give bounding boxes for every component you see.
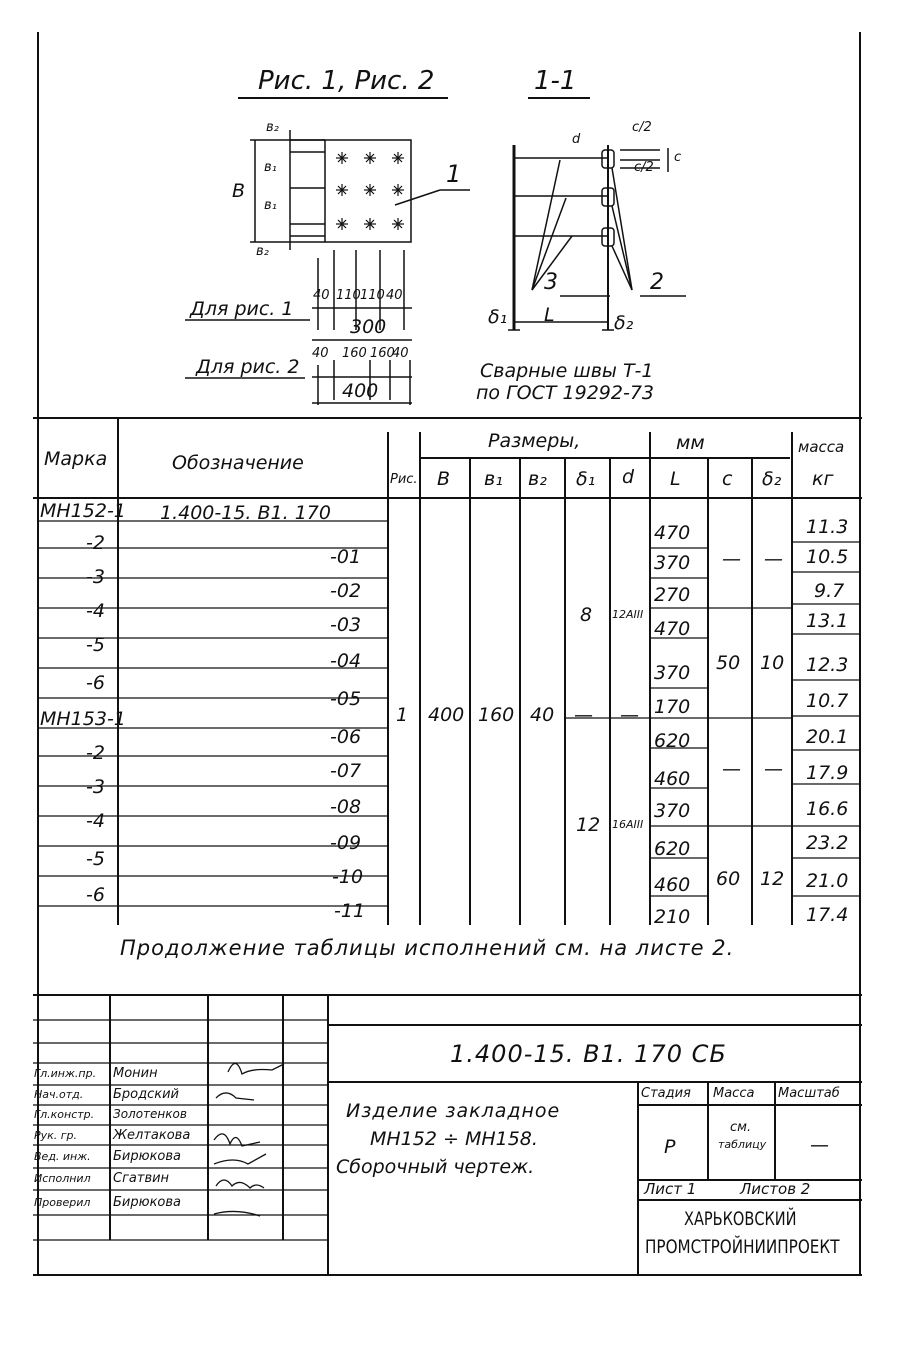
L-cell: 370 — [654, 800, 691, 822]
delta2-value: 10 — [760, 652, 785, 674]
B-value: 400 — [428, 704, 465, 726]
sheets-label: Листов 2 — [740, 1180, 811, 1198]
mark-cell: -3 — [86, 776, 105, 798]
mass-cell: 11.3 — [806, 516, 849, 538]
fig2-seg-3: 160 — [370, 346, 395, 361]
weld-note-1: Сварные швы Т-1 — [480, 360, 654, 382]
name-cell: Бирюкова — [113, 1149, 181, 1164]
mass-cell: 10.7 — [806, 690, 849, 712]
mass-value-2: таблицу — [718, 1138, 767, 1151]
name-cell: Золотенков — [113, 1107, 187, 1121]
designation-cell: -05 — [330, 688, 362, 710]
d-value: 12АIII — [612, 608, 644, 621]
fig1-total: 300 — [350, 316, 387, 338]
fig1-seg-3: 110 — [360, 288, 385, 303]
delta2-value: 12 — [760, 868, 785, 890]
mass-cell: 23.2 — [806, 832, 849, 854]
designation-cell: 1.400-15. В1. 170 — [160, 502, 331, 524]
designation-cell: -06 — [330, 726, 362, 748]
L-cell: 210 — [654, 906, 691, 928]
mass-cell: 9.7 — [814, 580, 845, 602]
header-L: L — [670, 468, 681, 490]
figure-title: Рис. 1, Рис. 2 — [258, 66, 435, 96]
designation-cell: -07 — [330, 760, 362, 782]
callout-3: 3 — [544, 270, 558, 295]
dim-d: d — [572, 132, 581, 147]
mass-cell: 10.5 — [806, 546, 849, 568]
L-cell: 460 — [654, 768, 691, 790]
designation-cell: -11 — [334, 900, 366, 922]
name-cell: Бирюкова — [113, 1195, 181, 1210]
designation-cell: -08 — [330, 796, 362, 818]
dim-c-half-top: с/2 — [632, 120, 652, 135]
header-B: В — [437, 468, 451, 490]
mass-header: Масса — [713, 1086, 755, 1101]
mark-cell: -4 — [86, 600, 105, 622]
L-cell: 620 — [654, 838, 691, 860]
role-cell: Гл.инж.пр. — [34, 1067, 97, 1080]
fig2-seg-1: 40 — [312, 346, 329, 361]
c-value: — — [722, 758, 741, 780]
d-value: — — [620, 704, 639, 726]
org-line-1: ХАРЬКОВСКИЙ — [684, 1208, 797, 1230]
mass-cell: 13.1 — [806, 610, 849, 632]
mass-value-1: см. — [730, 1120, 752, 1135]
b1-value: 160 — [478, 704, 515, 726]
header-mark: Марка — [44, 448, 108, 470]
product-line-1: Изделие закладное — [346, 1100, 561, 1122]
L-cell: 170 — [654, 696, 691, 718]
fig2-total: 400 — [342, 380, 379, 402]
header-c: с — [722, 468, 733, 490]
continuation-note: Продолжение таблицы исполнений см. на листе 2. — [120, 936, 735, 960]
L-cell: 370 — [654, 552, 691, 574]
role-cell: Нач.отд. — [34, 1088, 84, 1101]
mass-cell: 16.6 — [806, 798, 849, 820]
L-cell: 620 — [654, 730, 691, 752]
callout-2: 2 — [650, 270, 664, 295]
fig1-seg-2: 110 — [336, 288, 361, 303]
b2-value: 40 — [530, 704, 555, 726]
header-sizes: Размеры, — [488, 430, 581, 452]
role-cell: Гл.констр. — [34, 1108, 95, 1121]
delta2-value: — — [764, 758, 783, 780]
L-cell: 470 — [654, 522, 691, 544]
name-cell: Монин — [113, 1066, 158, 1081]
mass-cell: 12.3 — [806, 654, 849, 676]
name-cell: Бродский — [113, 1087, 180, 1102]
d-value: 16АIII — [612, 818, 644, 831]
mark-cell: -5 — [86, 848, 105, 870]
designation-cell: -09 — [330, 832, 362, 854]
header-b2: в₂ — [528, 468, 547, 490]
L-cell: 370 — [654, 662, 691, 684]
mark-cell: -6 — [86, 884, 105, 906]
doc-code: 1.400-15. В1. 170 СБ — [450, 1040, 727, 1068]
role-cell: Вед. инж. — [34, 1150, 91, 1163]
org-line-2: ПРОМСТРОЙНИИПРОЕКТ — [645, 1236, 840, 1258]
scale-header: Масштаб — [778, 1086, 840, 1101]
fig2-seg-4: 40 — [392, 346, 409, 361]
sheet-label: Лист 1 — [644, 1180, 697, 1198]
fig1-label: Для рис. 1 — [190, 298, 294, 320]
header-mass: масса — [798, 438, 845, 456]
name-cell: Желтакова — [113, 1128, 191, 1143]
dim-delta2: δ₂ — [614, 312, 634, 334]
mass-cell: 17.9 — [806, 762, 849, 784]
header-delta1: δ₁ — [576, 468, 596, 490]
designation-cell: -02 — [330, 580, 362, 602]
signatures — [214, 1063, 284, 1216]
designation-cell: -04 — [330, 650, 362, 672]
designation-cell: -01 — [330, 546, 362, 568]
weld-note-2: по ГОСТ 19292-73 — [476, 382, 655, 404]
stage-value: Р — [664, 1136, 676, 1158]
product-line-2: МН152 ÷ МН158. — [370, 1128, 538, 1150]
mass-cell: 21.0 — [806, 870, 849, 892]
fig1-seg-1: 40 — [313, 288, 330, 303]
scale-value: — — [810, 1134, 829, 1156]
mark-cell: -3 — [86, 566, 105, 588]
dim-b1-b: в₁ — [264, 198, 277, 213]
header-kg: кг — [812, 468, 834, 490]
mark-cell: МН153-1 — [40, 708, 126, 730]
mass-cell: 20.1 — [806, 726, 849, 748]
section-title: 1-1 — [534, 66, 577, 96]
dim-b1-a: в₁ — [264, 160, 277, 175]
header-delta2: δ₂ — [762, 468, 782, 490]
designation-cell: -10 — [332, 866, 364, 888]
product-line-3: Сборочный чертеж. — [336, 1156, 535, 1178]
name-cell: Сгатвин — [113, 1171, 170, 1186]
callout-1: 1 — [446, 160, 462, 188]
c-value: 50 — [716, 652, 741, 674]
mark-cell: -5 — [86, 634, 105, 656]
fig1-seg-4: 40 — [386, 288, 403, 303]
fig2-label: Для рис. 2 — [196, 356, 300, 378]
header-d: d — [622, 466, 635, 488]
delta1-value: 8 — [580, 604, 593, 626]
dim-b2-top: в₂ — [266, 120, 279, 135]
dim-c-half-bottom: с/2 — [634, 160, 654, 175]
dim-B: В — [232, 180, 246, 202]
role-cell: Рук. гр. — [34, 1129, 78, 1142]
mark-cell: МН152-1 — [40, 500, 126, 522]
fig2-seg-2: 160 — [342, 346, 367, 361]
mark-cell: -6 — [86, 672, 105, 694]
delta2-value: — — [764, 548, 783, 570]
header-designation: Обозначение — [172, 452, 304, 474]
delta1-value: — — [574, 704, 593, 726]
L-cell: 460 — [654, 874, 691, 896]
designation-cell: -03 — [330, 614, 362, 636]
mark-cell: -2 — [86, 742, 105, 764]
dim-c: с — [674, 150, 682, 165]
stage-header: Стадия — [641, 1086, 691, 1101]
dim-b2-bottom: в₂ — [256, 244, 269, 259]
mark-cell: -2 — [86, 532, 105, 554]
delta1-value: 12 — [576, 814, 601, 836]
L-cell: 270 — [654, 584, 691, 606]
dim-delta1: δ₁ — [488, 306, 508, 328]
role-cell: Проверил — [34, 1196, 91, 1209]
fig-value: 1 — [396, 704, 409, 726]
c-value: — — [722, 548, 741, 570]
header-mm: мм — [676, 432, 705, 454]
dim-L: L — [544, 304, 555, 326]
mark-cell: -4 — [86, 810, 105, 832]
L-cell: 470 — [654, 618, 691, 640]
header-fig: Рис. — [390, 472, 418, 487]
role-cell: Исполнил — [34, 1172, 91, 1185]
header-b1: в₁ — [484, 468, 503, 490]
mass-cell: 17.4 — [806, 904, 849, 926]
c-value: 60 — [716, 868, 741, 890]
